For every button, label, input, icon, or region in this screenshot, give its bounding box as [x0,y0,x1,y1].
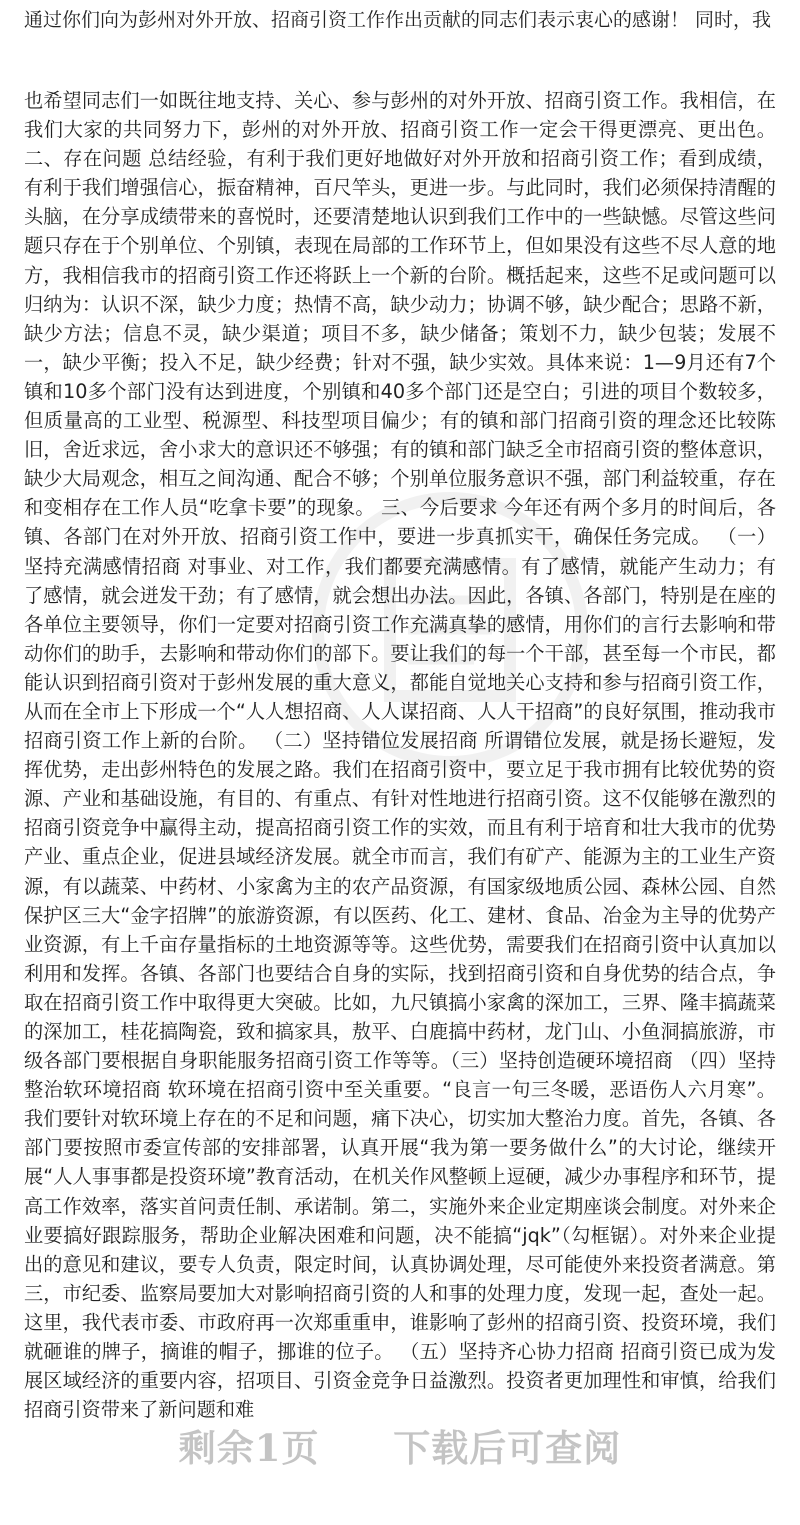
remaining-pages-label: 剩余1页 [178,1426,320,1470]
download-hint-label: 下载后可查阅 [393,1426,622,1470]
remaining-pages-banner[interactable] [0,1418,800,1472]
document-body-text: 也希望同志们一如既往地支持、关心、参与彭州的对外开放、招商引资工作。我相信，在我们大家的共同努力下，彭州的对外开放、招商引资工作一定会干得更漂亮、更出色。 二、存在问题 总结经验，有利于我们更好地做好对外开放和招商引资工作；看到成绩，有利于我们增强信心，振奋精神，百尺竿头，更进一步。与此同时，我们必须保持清醒的头脑，在分享成绩带来的喜悦时，还要清楚地认识到我们工作中的一些缺憾。尽管这些问题只存在于个别单位、个别镇，表现在局部的工作环节上，但如果没有这些不尽人意的地方，我相信我市的招商引资工作还将跃上一个新的台阶。概括起来，这些不足或问题可以归纳为：认识不深，缺少力度；热情不高，缺少动力；协调不够，缺少配合；思路不新，缺少方法；信息不灵，缺少渠道；项目不多，缺少储备；策划不力，缺少包装；发展不一，缺少平衡；投入不足，缺少经费；针对不强，缺少实效。具体来说：1—9月还有7个镇和10多个部门没有达到进度，个别镇和40多个部门还是空白；引进的项目个数较多，但质量高的工业型、税源型、科技型项目偏少；有的镇和部门招商引资的理念还比较陈旧，舍近求远，舍小求大的意识还不够强；有的镇和部门缺乏全市招商引资的整体意识，缺少大局观念，相互之间沟通、配合不够；个别单位服务意识不强，部门利益较重，存在和变相存在工作人员“吃拿卡要”的现象。 三、今后要求 今年还有两个多月的时间后，各镇、各部门在对外开放、招商引资工作中，要进一步真抓实干，确保任务完成。 （一）坚持充满感情招商 对事业、对工作，我们都要充满感情。有了感情，就能产生动力；有了感情，就会迸发干劲；有了感情，就会想出办法。因此，各镇、各部门，特别是在座的各单位主要领导，你们一定要对招商引资工作充满真挚的感情，用你们的言行去影响和带动你们的助手，去影响和带动你们的部下。要让我们的每一个干部，甚至每一个市民，都能认识到招商引资对于彭州发展的重大意义，都能自觉地关心支持和参与招商引资工作，从而在全市上下形成一个“人人想招商、人人谋招商、人人干招商”的良好氛围，推动我市招商引资工作上新的台阶。 （二）坚持错位发展招商 所谓错位发展，就是扬长避短，发挥优势，走出彭州特色的发展之路。我们在招商引资中，要立足于我市拥有比较优势的资源、产业和基础设施，有目的、有重点、有针对性地进行招商引资。这不仅能够在激烈的招商引资竞争中赢得主动，提高招商引资工作的实效，而且有利于培育和壮大我市的优势产业、重点企业，促进县域经济发展。就全市而言，我们有矿产、能源为主的工业生产资源，有以蔬菜、中药材、小家禽为主的农产品资源，有国家级地质公园、森林公园、自然保护区三大“金字招牌”的旅游资源，有以医药、化工、建材、食品、冶金为主导的优势产业资源，有上千亩存量指标的土地资源等等。这些优势，需要我们在招商引资中认真加以利用和发挥。各镇、各部门也要结合自身的实际，找到招商引资和自身优势的结合点，争取在招商引资工作中取得更大突破。比如，九尺镇搞小家禽的深加工，三界、隆丰搞蔬菜的深加工，桂花搞陶瓷，致和搞家具，敖平、白鹿搞中药材，龙门山、小鱼洞搞旅游，市级各部门要根据自身职能服务招商引资工作等等。（三）坚持创造硬环境招商 （四）坚持整治软环境招商 软环境在招商引资中至关重要。“良言一句三冬暖，恶语伤人六月寒”。我们要针对软环境上存在的不足和问题，痛下决心，切实加大整治力度。首先，各镇、各部门要按照市委宣传部的安排部署，认真开展“我为第一要务做什么”的大讨论，继续开展“人人事事都是投资环境”教育活动，在机关作风整顿上逗硬，减少办事程序和环节，提高工作效率，落实首问责任制、承诺制。第二，实施外来企业定期座谈会制度。对外来企业要搞好跟踪服务，帮助企业解决困难和问题，决不能搞“jqk”（勾框锯）。对外来企业提出的意见和建议，要专人负责，限定时间，认真协调处理，尽可能使外来投资者满意。第三，市纪委、监察局要加大对影响招商引资的人和事的处理力度，发现一起，查处一起。这里，我代表市委、市政府再一次郑重重申，谁影响了彭州的招商引资、投资环境，我们就砸谁的牌子，摘谁的帽子，挪谁的位子。 （五）坚持齐心协力招商 招商引资已成为发展区域经济的重要内容，招项目、引资金竞争日益激烈。投资者更加理性和审慎，给我们招商引资带来了新问题和难 [24,89,776,1422]
partial-top-line: 通过你们向为彭州对外开放、招商引资工作作出贡献的同志们表示衷心的感谢！ 同时，我 [24,9,772,31]
